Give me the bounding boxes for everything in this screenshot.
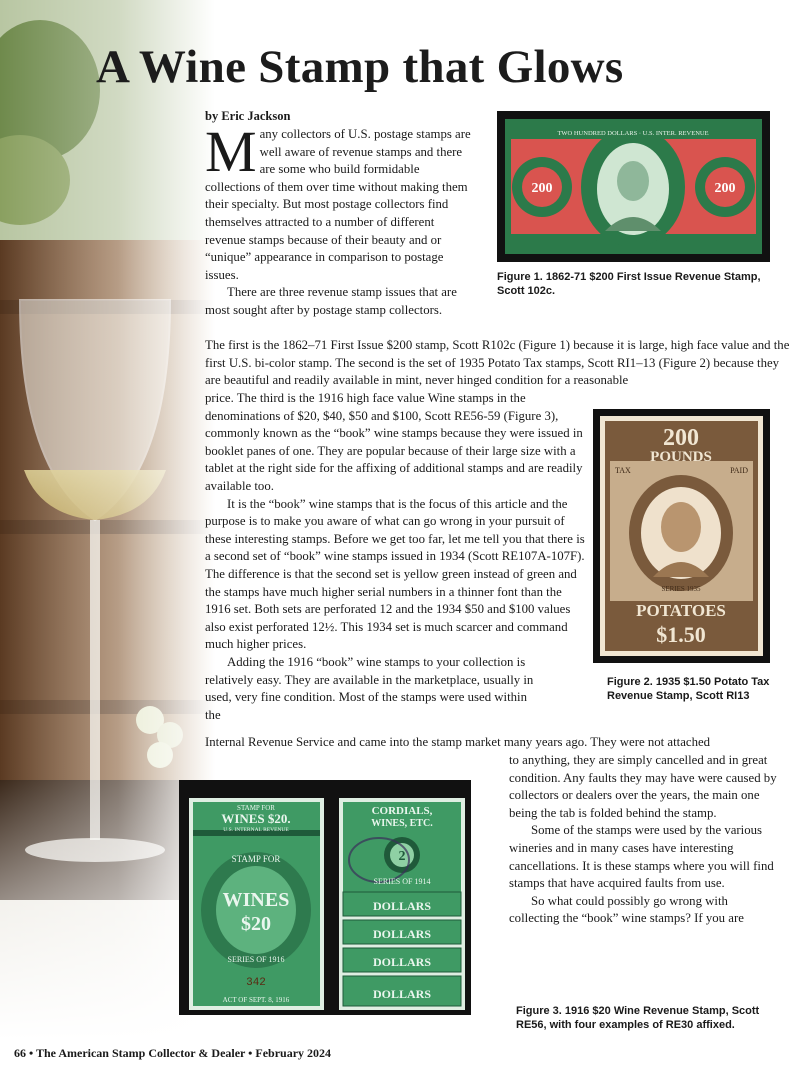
fig3-right-label-2: DOLLARS xyxy=(372,927,432,941)
paragraph-1: any collectors of U.S. postage stamps are well aware of revenue stamps and there are some who build formidable collections of them over time without making them their specialty. But most postage collectors find themselves attracted to a number of different revenue stamps because of their beauty and or “unique” appearance in comparison to postage issues. xyxy=(205,127,471,282)
paragraph-2-middle: The first is the 1862–71 First Issue $200 stamp, Scott R102c (Figure 1) because it is large, high face value and the first U.S. bi-color stamp. The second is the set of 1935 Potato Tax stamps, Scott RI1–13 (Figure 2) because they are beautiful and readily available in mint, never hinged condition for a reasonable xyxy=(205,338,790,388)
article-right-column xyxy=(509,752,779,928)
fig2-product-label: POTATOES xyxy=(636,601,726,620)
fig3-left-series: SERIES OF 1916 xyxy=(227,955,285,964)
article-full-width-block xyxy=(205,337,790,390)
paragraph-4-start: Adding the 1916 “book” wine stamps to your collection is relatively easy. They are available in the marketplace, usually in used, very fine condition. Most of the stamps were used within the xyxy=(205,654,534,722)
page-footer: 66 • The American Stamp Collector & Dealer • February 2024 xyxy=(14,1046,332,1060)
fig3-left-head-3: U.S. INTERNAL REVENUE xyxy=(223,827,289,833)
fig2-top-unit: POUNDS xyxy=(650,449,712,465)
fig2-paid-label: PAID xyxy=(730,466,748,475)
fig3-right-label-3: DOLLARS xyxy=(372,955,432,969)
fig1-value-right: 200 xyxy=(714,181,736,196)
fig2-top-value: 200 xyxy=(663,425,699,451)
paragraph-4-middle: Internal Revenue Service and came into the stamp market many years ago. They were not attached xyxy=(205,735,711,749)
fig3-left-head-1: STAMP FOR xyxy=(237,804,275,812)
fig3-left-center-1: WINES xyxy=(222,889,290,911)
wine-20-stamp-with-tabs xyxy=(179,780,471,1015)
figure-2-stamp-image xyxy=(593,409,770,663)
drop-cap-letter: M xyxy=(205,119,257,184)
fig2-tax-label: TAX xyxy=(615,466,631,475)
paragraph-4-end: to anything, they are simply cancelled and in great condition. Any faults they may have were caused by collectors or dealers over the years, the main one being the tab is folded behind the stamp. xyxy=(509,753,777,820)
fig3-right-head-1: CORDIALS, xyxy=(371,805,433,817)
fig3-right-label-1: DOLLARS xyxy=(372,899,432,913)
potato-tax-stamp xyxy=(593,409,770,663)
figure-3-stamp-image xyxy=(179,780,471,1015)
fig3-left-act: ACT OF SEPT. 8, 1916 xyxy=(222,996,290,1004)
fig3-right-num: 2 xyxy=(398,849,406,864)
article-wide-line xyxy=(205,734,790,752)
fig3-right-series: SERIES OF 1914 xyxy=(373,877,431,886)
article-intro-column xyxy=(205,119,477,320)
figure-3-caption: Figure 3. 1916 $20 Wine Revenue Stamp, Scott RE56, with four examples of RE30 affixed. xyxy=(516,1005,760,1031)
fig3-left-head-2: WINES $20. xyxy=(221,811,291,826)
fig3-left-serial: 342 xyxy=(246,977,266,989)
fig3-right-label-4: DOLLARS xyxy=(372,987,432,1001)
fig2-price-label: $1.50 xyxy=(656,622,706,647)
fig1-top-text: TWO HUNDRED DOLLARS · U.S. INTER. REVENUE xyxy=(557,130,709,137)
paragraph-3: It is the “book” wine stamps that is the focus of this article and the purpose is to make you aware of what can go wrong in your pursuit of these interesting stamps. Before we get too far, let me tell you that there is a second set of “book” wine stamps issued in 1934 (Scott RE107A-107F). The difference is that the second set is yellow green instead of green and the stamps have much higher serial numbers in a thinner font than the 1916 set. Both sets are perforated 12 and the 1934 $50 and $100 values also exist perforated 12½. This 1934 set is much scarcer and command much higher prices. xyxy=(205,496,585,652)
paragraph-2-end: price. The third is the 1916 high face value Wine stamps in the denominations of $20, $40, $50 and $100, Scott RE56-59 (Figure 3), commonly known as the “book” wine stamps because they were issued in booklet panes of one. They are popular because of their large size with a tablet at the right side for the affixing of additional stamps and are readily available too. xyxy=(205,391,583,493)
paragraph-6: So what could possibly go wrong with collecting the “book” wine stamps? If you are xyxy=(509,893,744,926)
paragraph-5: Some of the stamps were used by the various wineries and in many cases have interesting cancellations. It is these stamps where you will find stamps that have acquired faults from use. xyxy=(509,823,774,891)
article-title: A Wine Stamp that Glows xyxy=(96,41,624,93)
figure-2-caption: Figure 2. 1935 $1.50 Potato Tax Revenue Stamp, Scott RI13 xyxy=(607,676,770,702)
article-byline: by Eric Jackson xyxy=(205,109,291,123)
fig3-left-center-2: $20 xyxy=(241,913,271,935)
paragraph-2-start: There are three revenue stamp issues that are most sought after by postage stamp collectors. xyxy=(205,285,457,317)
figure-1-stamp-image xyxy=(497,111,770,262)
first-issue-200-stamp xyxy=(497,111,770,262)
fig1-value-left: 200 xyxy=(531,181,553,196)
fig3-right-head-2: WINES, ETC. xyxy=(371,818,433,829)
fig2-series-label: SERIES 1935 xyxy=(661,585,701,593)
fig3-left-arch: STAMP FOR xyxy=(231,854,281,864)
article-mid-column xyxy=(205,390,590,724)
figure-1-caption: Figure 1. 1862-71 $200 First Issue Revenue Stamp, Scott 102c. xyxy=(497,271,761,297)
